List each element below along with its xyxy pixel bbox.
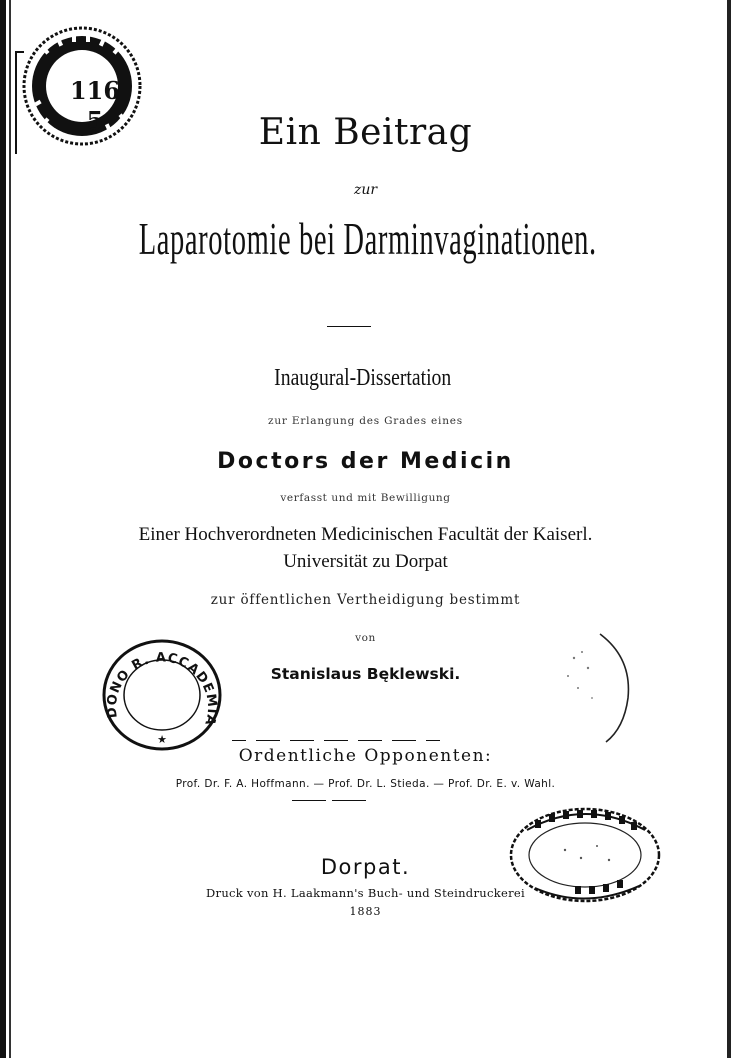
dash-rule-4 [324, 740, 348, 741]
dissertation-type: Inaugural-Dissertation [274, 365, 452, 391]
library-number-bottom: 5 [86, 106, 104, 135]
imprint-year: 1883 [349, 905, 382, 918]
dash-rule-7 [426, 740, 440, 741]
opponents-names: Prof. Dr. F. A. Hoffmann. — Prof. Dr. L. Stieda. — Prof. Dr. E. v. Wahl. [175, 778, 556, 790]
donor-stamp [96, 635, 228, 755]
pencil-bracket-mark [560, 628, 640, 748]
divider-rule-top [327, 326, 371, 327]
dash-rule-3 [290, 740, 314, 741]
library-number-top: 116 [69, 76, 121, 105]
dissertation-permission: verfasst und mit Bewilligung [280, 492, 451, 504]
opponents-heading: Ordentliche Opponenten: [238, 746, 493, 766]
divider-rule-mid-1 [292, 800, 326, 801]
donor-star-icon: ★ [157, 733, 167, 746]
donor-stamp-graphic [96, 635, 228, 755]
svg-text:DONO R. ACCADEMIA MEDICA [96, 635, 219, 728]
imprint-printer: Druck von H. Laakmann's Buch- und Steindruckerei [206, 886, 525, 900]
dash-rule-1 [232, 740, 246, 741]
faculty-line-2: Universität zu Dorpat [283, 551, 448, 572]
title-connector: zur [353, 182, 378, 198]
faculty-line-1: Einer Hochverordneten Medicinischen Facultät der Kaiserl. [138, 524, 593, 545]
dissertation-degree: Doctors der Medicin [217, 449, 514, 474]
defense-line: zur öffentlichen Vertheidigung bestimmt [210, 592, 521, 608]
dash-rule-6 [392, 740, 416, 741]
divider-rule-mid-2 [332, 800, 366, 801]
title-subject: Laparotomie bei Darminvaginationen. [138, 213, 597, 264]
dash-rule-2 [256, 740, 280, 741]
donor-stamp-text: DONO R. ACCADEMIA [104, 650, 220, 728]
imprint-city: Dorpat. [320, 855, 411, 879]
dash-rule-5 [358, 740, 382, 741]
title-main: Ein Beitrag [258, 112, 473, 153]
by-line: von [355, 632, 376, 644]
dissertation-purpose: zur Erlangung des Grades eines [268, 415, 463, 427]
author-name: Stanislaus Bęklewski. [270, 665, 461, 683]
